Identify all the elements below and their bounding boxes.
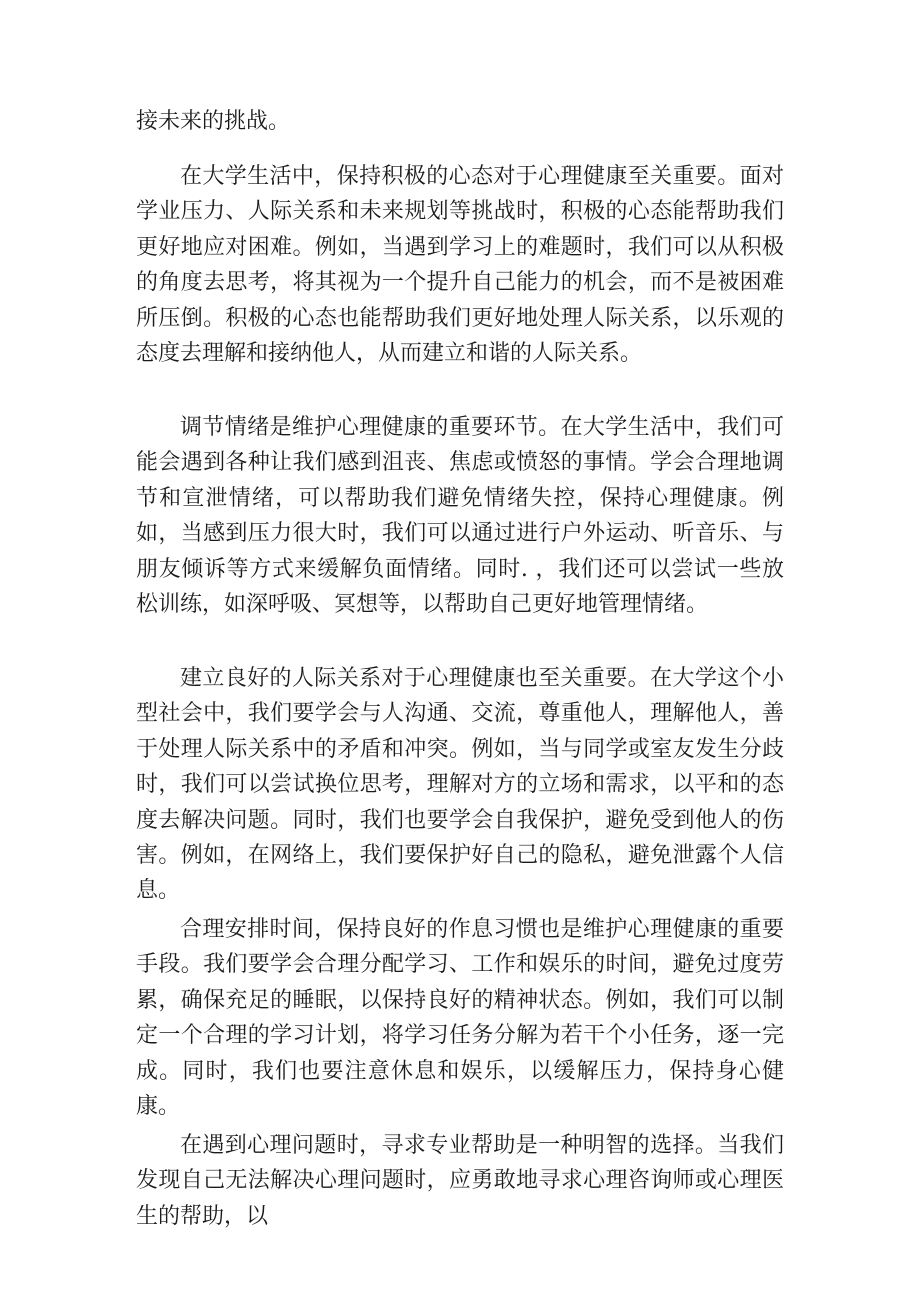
paragraph-continuation: 接未来的挑战。 xyxy=(136,109,291,134)
paragraph-interpersonal-relations: 建立良好的人际关系对于心理健康也至关重要。在大学这个小型社会中，我们要学会与人沟通、交流，尊重他人，理解他人，善于处理人际关系中的矛盾和冲突。例如，当与同学或室友发生分歧时，我们可以尝试换位思考，理解对方的立场和需求，以平和的态度去解决问题。同时，我们也要学会自我保护，避免受到他人的伤害。例如，在网络上，我们要保护好自己的隐私，避免泄露个人信息。 xyxy=(136,666,784,904)
paragraph-positive-mindset: 在大学生活中，保持积极的心态对于心理健康至关重要。面对学业压力、人际关系和未来规划等挑战时，积极的心态能帮助我们更好地应对困难。例如，当遇到学习上的难题时，我们可以从积极的角度去思考，将其视为一个提升自己能力的机会，而不是被困难所压倒。积极的心态也能帮助我们更好地处理人际关系，以乐观的态度去理解和接纳他人，从而建立和谐的人际关系。 xyxy=(136,164,784,367)
paragraph-emotion-regulation: 调节情绪是维护心理健康的重要环节。在大学生活中，我们可能会遇到各种让我们感到沮丧、焦虑或愤怒的事情。学会合理地调节和宣泄情绪，可以帮助我们避免情绪失控，保持心理健康。例如，当感到压力很大时，我们可以通过进行户外运动、听音乐、与朋友倾诉等方式来缓解负面情绪。同时. ，我们还可以尝试一些放松训练，如深呼吸、冥想等，以帮助自己更好地管理情绪。 xyxy=(136,415,784,618)
paragraph-time-management: 合理安排时间，保持良好的作息习惯也是维护心理健康的重要手段。我们要学会合理分配学习、工作和娱乐的时间，避免过度劳累，确保充足的睡眠，以保持良好的精神状态。例如，我们可以制定一个合理的学习计划，将学习任务分解为若干个小任务，逐一完成。同时，我们也要注意休息和娱乐，以缓解压力，保持身心健康。 xyxy=(136,917,784,1120)
paragraph-professional-help: 在遇到心理问题时，寻求专业帮助是一种明智的选择。当我们发现自己无法解决心理问题时，应勇敢地寻求心理咨询师或心理医生的帮助，以 xyxy=(136,1133,784,1229)
